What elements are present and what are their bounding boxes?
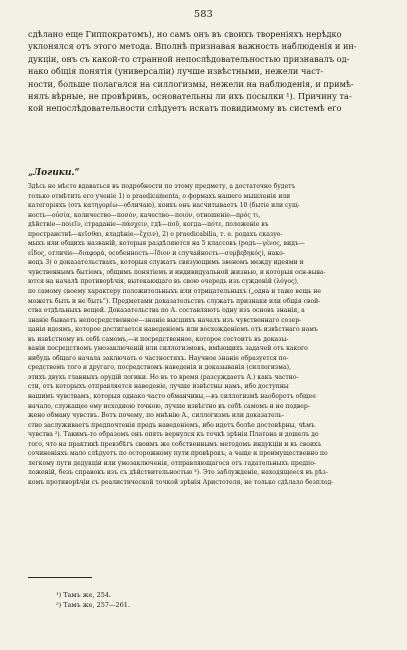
note-text: [28, 182, 383, 488]
note-line: Здѣсь не мѣсто вдаваться въ подробности по этому предмету, а достаточно будетъ: [28, 183, 296, 190]
footnote-divider: [28, 577, 92, 578]
body-line: ности, больше полагался на силлогизмы, нежели на наблюденія, и примѣ-: [28, 78, 354, 89]
note-line: можетъ быть и не быть“). Предметами доказательствъ служатъ признаки или общія свой-: [28, 297, 321, 305]
note-line: пространствѣ—κεῖσθαι, владѣніе—ἔχειν), 2) о praedicabilia, т. е. родахъ сказуе-: [28, 230, 283, 238]
note-line: нецъ 3) о доказательствахъ, которыя служатъ связующимъ звеномъ между идеями и: [28, 259, 304, 267]
footnote: ¹) Тамъ же, 254.: [56, 591, 112, 599]
note-line: по самому своему характеру положительныхъ или отрицательныхъ („одна и таже вещь не: [28, 288, 322, 296]
note-line: ложеній, безъ справокъ изъ съ дѣйствительностью ³). Это заблужденіе, находящееся въ рѣз-: [28, 469, 328, 477]
note-line: жено обману чувствъ. Вотъ почему, по мнѣнію А., силлогизмъ или доказатель-: [28, 412, 284, 420]
footnotes: [56, 590, 130, 610]
note-line: чувства ²). Такимъ-то образомъ онъ опять вернулся къ точкѣ зрѣнія Платона и дошелъ до: [28, 431, 319, 439]
note-line: ются на началѣ противорѣчія, вытекающаго въ свою очередь изъ сужденій (λόγος),: [28, 278, 299, 286]
note-line: этихъ двухъ главныхъ орудій логики. Но въ то время (разсуждаетъ А.) какъ частно-: [28, 373, 299, 381]
body-line: кой непослѣдовательности слѣдуетъ искать повидимому въ системѣ его: [28, 103, 342, 114]
note-line: нибудь общаго начала заключать о частностяхъ. Научное знаніе образуется по-: [28, 354, 289, 362]
note-line: мыхъ или общихъ названій, которыя раздѣляются на 5 классовъ (родъ—γένος, видъ—: [28, 240, 305, 248]
note-line: категоріяхъ (отъ κατηγορέω—обличаю), коихъ онъ насчитываетъ 10 (бытіе или сущ-: [28, 202, 300, 210]
body-line: сдѣлано еще Гиппократомъ), но самъ онъ въ своихъ твореніяхъ нерѣдко: [28, 29, 342, 39]
body-line: дукціи, онъ съ какой-то странной непослѣдовательностью признавалъ од-: [28, 53, 350, 64]
main-text: [28, 28, 383, 115]
note-line: знаніе бываетъ непосредственное—знаніе высшихъ началъ изъ чувственнаго созер-: [28, 316, 302, 324]
section-heading: „Логики.“: [28, 168, 80, 178]
note-line: въ извѣстному въ себѣ самомъ,—и посредственное, которое состоитъ въ доказы-: [28, 335, 289, 343]
note-line: нашимъ чувствамъ, которыя однако часто обманчивы,—въ силлогизмѣ наоборотъ общее: [28, 393, 316, 401]
page-number: 583: [193, 9, 214, 20]
note-line: комъ противорѣчіи съ реалистической точкой зрѣнія Аристотеля, не только сдѣлало безплод-: [28, 478, 334, 486]
note-line: ность—οὐσία, количество—ποσόν, качество—ποιόν, отношеніе—πρός τι,: [28, 211, 261, 219]
body-line: нако общія понятія (универсаліи) лучше извѣстными, нежели част-: [28, 66, 324, 77]
note-line: сочиненіяхъ мало слѣдуетъ по осторожному пути провѣрокъ, а чаще и преимущественно по: [28, 450, 328, 458]
body-line: нялъ вѣрные, не провѣривъ, основательны ли ихъ посылки ¹). Причину та-: [28, 90, 352, 101]
note-line: ство заслуживаетъ предпочтенія предъ наведеніемъ, ибо идетъ болѣе достовѣрны, чѣмъ: [28, 421, 315, 429]
note-line: средствомъ того и другаго, посредствомъ наведенія и доказыванія (силлогизма),: [28, 364, 291, 372]
note-line: дѣйствіе—ποιεῖν, страданіе—πάσχειν, гдѣ—ποῦ, когда—πότε, положеніе въ: [28, 221, 269, 229]
note-line: начало, служащее ему исходною точкою, лучше извѣстно въ себѣ самомъ и не подвер-: [28, 402, 310, 410]
body-line: уклонялся отъ этого метода. Вполнѣ признавая важность наблюденія и ин-: [28, 41, 357, 52]
note-line: εἶδος, отличіе—διαφορά, особенность—ἴδιον и случайность—συμβεβηκός), нако-: [28, 249, 285, 257]
note-line: чувственнымъ бытіемъ, общимъ понятіемъ и индивидуальной жизнью, и которыя осн-выва-: [28, 268, 326, 276]
note-line: того, что на практикѣ превзбѣгъ своимъ же собственнымъ методомъ индукціи и въ своихъ: [28, 440, 322, 448]
note-line: ства отдѣльныхъ вещей. Доказательства по А. составляютъ одну изъ основъ знанія, а: [28, 307, 305, 315]
note-line: легкому пути дедукціи или умозаключенія, отправляющагося отъ гадательныхъ предпо-: [28, 459, 316, 467]
note-line: ваніи посредствомъ умозаключеній или силлогизмовъ, имѣющихъ задачей отъ какого: [28, 345, 308, 353]
note-line: цанія идеямъ, которое достигается наведеніемъ или восхожденіемъ отъ извѣстнаго намъ: [28, 326, 318, 334]
note-line: сти, отъ которыхъ отправляется наведеніе, лучше извѣстны намъ, ибо доступны: [28, 383, 289, 391]
note-line: только отмѣтить его ученіе 1) о praedicamenta, о формахъ нашего мышленія или: [28, 192, 291, 200]
footnote: ²) Тамъ же, 257—261.: [56, 601, 131, 609]
